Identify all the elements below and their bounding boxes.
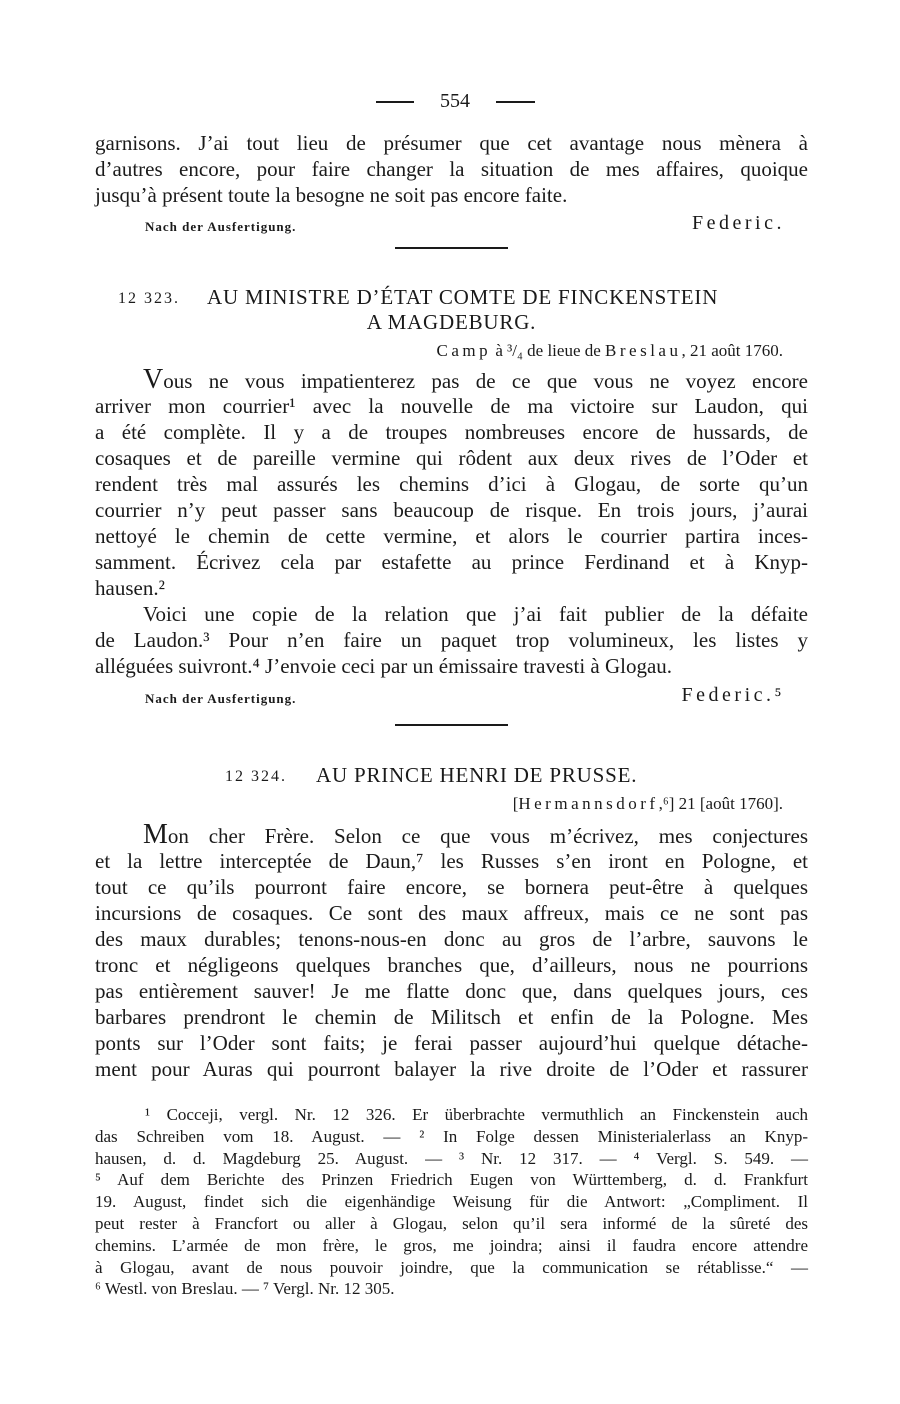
text-line: samment. Écrivez cela par estafette au prince Ferdinand et à Knyp-: [95, 550, 808, 574]
letter-body: [95, 364, 808, 679]
continuation-paragraph: [95, 130, 808, 208]
paragraph: [95, 819, 808, 1082]
footnote-line: ¹ Cocceji, vergl. Nr. 12 326. Er überbrachte vermuthlich an Finckenstein auch: [145, 1105, 808, 1124]
letter-title-continued: A MAGDEBURG.: [366, 310, 537, 334]
dateline: [437, 340, 784, 362]
dateline-text: à ³/₄ de lieue de: [491, 341, 606, 360]
section-divider: [395, 724, 508, 726]
dateline: [513, 793, 783, 815]
footnote-line: à Glogau, avant de nous pouvoir joindre, que la communication se rétablisse.“ —: [95, 1257, 808, 1277]
text-line: des maux durables; tenons-nous-en donc au gros de l’arbre, sauvons le: [95, 927, 808, 951]
signature: Federic.⁵: [681, 684, 785, 706]
footnote-line: hausen, d. d. Magdeburg 25. August. — ³ Nr. 12 317. — ⁴ Vergl. S. 549. —: [95, 1148, 808, 1168]
section-divider: [395, 247, 508, 249]
letter-title: AU MINISTRE D’ÉTAT COMTE DE FINCKENSTEIN: [207, 285, 719, 309]
letter-title: AU PRINCE HENRI DE PRUSSE.: [316, 763, 638, 787]
footnotes: [95, 1104, 808, 1300]
text-line: alléguées suivront.⁴ J’envoie ceci par un émissaire travesti à Glogau.: [95, 654, 673, 678]
text-line: a été complète. Il y a de troupes nombreuses encore de hussards, de: [95, 420, 808, 444]
footnote-line: das Schreiben vom 18. August. — ² In Folge dessen Ministerialerlass an Knyp-: [95, 1126, 808, 1146]
text-line: ponts sur l’Oder sont faits; je ferai passer aujourd’hui quelque détache-: [95, 1031, 808, 1055]
page-number-rule-right: [496, 101, 535, 103]
text-line: tronc et négligeons quelques branches que, d’ailleurs, nous ne pourrions: [95, 953, 808, 977]
footnote-line: ⁶ Westl. von Breslau. — ⁷ Vergl. Nr. 12 305.: [95, 1279, 395, 1299]
text-line: Vous ne vous impatienterez pas de ce que vous ne voyez encore: [143, 364, 808, 395]
page-number-rule-left: [376, 101, 414, 103]
text-line: garnisons. J’ai tout lieu de présumer que cet avantage nous mènera à: [95, 131, 808, 155]
text-line: d’autres encore, pour faire changer la situation de mes affaires, quoique: [95, 157, 808, 181]
footnote-line: ⁵ Auf dem Berichte des Prinzen Friedrich Eugen von Württemberg, d. d. Frankfurt: [95, 1170, 808, 1190]
text-line: hausen.²: [95, 576, 165, 600]
dateline-date: ,⁶] 21 [août 1760].: [658, 794, 783, 813]
source-note: Nach der Ausfertigung.: [145, 219, 297, 234]
footnote-line: chemins. L’armée de mon frère, le gros, me joindra; ainsi il faudra encore attendre: [95, 1235, 808, 1255]
text-line: pas entièrement sauver! Je me flatte donc que, dans quelques jours, ces: [95, 979, 808, 1003]
footnote-line: 19. August, findet sich die eigenhändige Weisung für die Antwort: „Compliment. Il: [95, 1192, 808, 1212]
text-line: cosaques et de pareille vermine qui rôdent aux deux rives de l’Oder et: [95, 446, 808, 470]
dateline-bracket: [: [512, 794, 519, 813]
letter-number: 12 324.: [225, 768, 287, 785]
page-number: 554: [440, 90, 470, 112]
dateline-date: , 21 août 1760.: [681, 341, 783, 360]
paragraph: [95, 601, 808, 679]
text-line: courrier n’y peut passer sans beaucoup de risque. En trois jours, j’aurai: [95, 498, 808, 522]
text-line: jusqu’à présent toute la besogne ne soit pas encore faite.: [95, 183, 568, 207]
text-line: arriver mon courrier¹ avec la nouvelle de ma victoire sur Laudon, qui: [95, 394, 808, 418]
text-line: tout ce qu’ils pourront faire encore, se bornera peut-être à quelques: [95, 875, 808, 899]
text-line: et la lettre interceptée de Daun,⁷ les Russes s’en iront en Pologne, et: [95, 849, 808, 873]
dateline-city: Breslau: [605, 341, 682, 360]
text-line: Voici une copie de la relation que j’ai fait publier de la défaite: [143, 602, 808, 626]
source-note: Nach der Ausfertigung.: [145, 691, 297, 706]
footnote-line: peut rester à Francfort ou aller à Glogau, selon qu’il sera informé de la sûreté des: [95, 1213, 808, 1233]
text-line: de Laudon.³ Pour n’en faire un paquet trop volumineux, les listes y: [95, 628, 808, 652]
paragraph: [95, 364, 808, 601]
text-line: incursions de cosaques. Ce sont des maux affreux, mais ce ne sont pas: [95, 901, 808, 925]
letter-body: [95, 819, 808, 1082]
text-line: nettoyé le chemin de cette vermine, et alors le courrier partira inces-: [95, 524, 808, 548]
text-line: barbares prendront le chemin de Militsch et enfin de la Pologne. Mes: [95, 1005, 808, 1029]
letter-number: 12 323.: [118, 290, 180, 307]
text-line: Mon cher Frère. Selon ce que vous m’écrivez, mes conjectures: [143, 819, 808, 850]
dateline-place: Camp: [436, 341, 492, 360]
text-line: rendent très mal assurés les chemins d’ici à Glogau, de sorte qu’un: [95, 472, 808, 496]
signature: Federic.: [692, 212, 785, 234]
dateline-place: Hermannsdorf: [518, 794, 659, 813]
text-line: ment pour Auras qui pourront balayer la rive droite de l’Oder et rassurer: [95, 1057, 808, 1081]
